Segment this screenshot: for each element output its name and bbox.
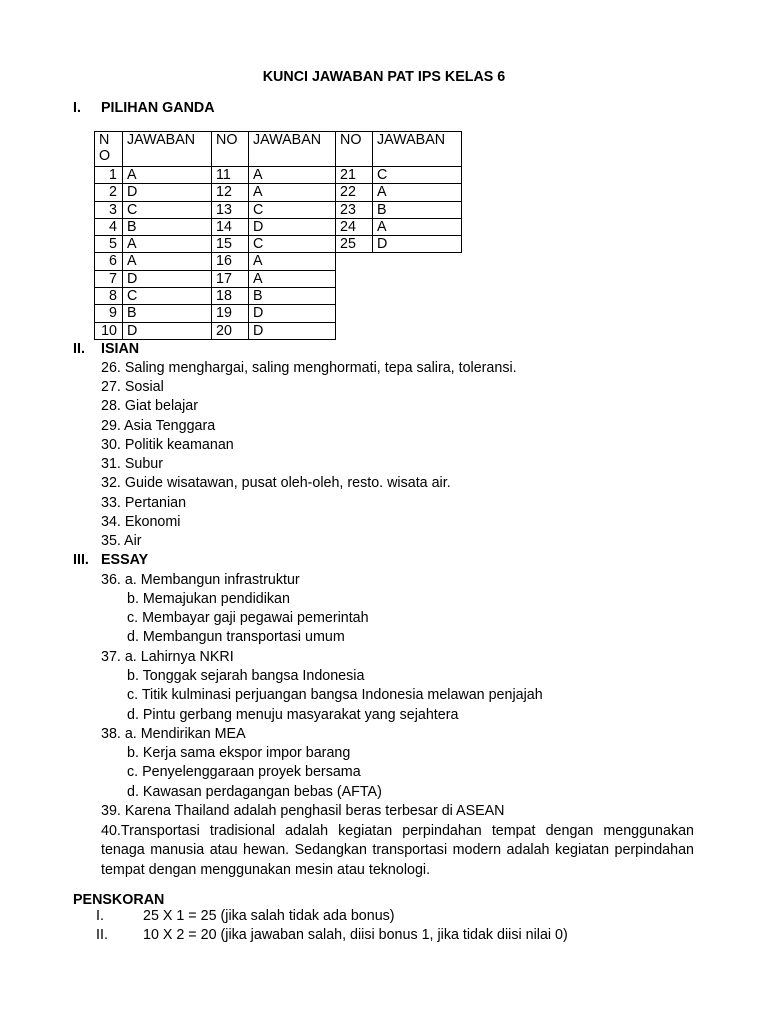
essay-36b: b. Memajukan pendidikan: [127, 591, 290, 607]
header-no-2: NO: [212, 132, 249, 167]
cell-answer: A: [249, 270, 336, 287]
cell-no: 6: [95, 253, 123, 270]
answer-table: [94, 131, 462, 340]
cell-answer: A: [249, 253, 336, 270]
list-item: 30. Politik keamanan: [101, 437, 234, 453]
header-jawaban-3: JAWABAN: [373, 132, 462, 167]
scoring-title: PENSKORAN: [73, 892, 165, 908]
cell-answer: D: [123, 184, 212, 201]
table-row: [95, 253, 462, 270]
section-2-number: II.: [73, 341, 85, 357]
essay-37d: d. Pintu gerbang menuju masyarakat yang sejahtera: [127, 707, 459, 723]
cell-no: 9: [95, 305, 123, 322]
list-item: 27. Sosial: [101, 379, 164, 395]
cell-no: 7: [95, 270, 123, 287]
cell-answer: B: [123, 218, 212, 235]
essay-39: 39. Karena Thailand adalah penghasil beras terbesar di ASEAN: [101, 803, 505, 819]
essay-37b: b. Tonggak sejarah bangsa Indonesia: [127, 668, 365, 684]
essay-37a: 37. a. Lahirnya NKRI: [101, 649, 234, 665]
cell-answer: C: [123, 288, 212, 305]
section-3-number: III.: [73, 552, 89, 568]
cell-answer: C: [373, 167, 462, 184]
section-2-title: ISIAN: [101, 341, 140, 357]
section-1-number: I.: [73, 100, 81, 116]
cell-answer: D: [249, 218, 336, 235]
table-row: [95, 236, 462, 253]
header-jawaban-2: JAWABAN: [249, 132, 336, 167]
header-jawaban-1: JAWABAN: [123, 132, 212, 167]
cell-answer: C: [249, 201, 336, 218]
table-row: [95, 167, 462, 184]
cell-answer: D: [123, 270, 212, 287]
list-item: 28. Giat belajar: [101, 398, 198, 414]
cell-answer: A: [249, 167, 336, 184]
cell-answer: C: [123, 201, 212, 218]
cell-answer: B: [123, 305, 212, 322]
cell-answer: A: [249, 184, 336, 201]
essay-38a: 38. a. Mendirikan MEA: [101, 726, 246, 742]
list-item: 35. Air: [101, 533, 142, 549]
table-row: [95, 270, 462, 287]
cell-no: 10: [95, 322, 123, 339]
scoring-item-text: 25 X 1 = 25 (jika salah tidak ada bonus): [143, 908, 395, 924]
cell-no: 23: [336, 201, 373, 218]
cell-no: 15: [212, 236, 249, 253]
essay-40: 40.Transportasi tradisional adalah kegiatan perpindahan tempat dengan menggunakan tenaga manusia atau hewan. Sedangkan transportasi modern adalah kegiatan perpindahan tempat dengan menggunakan mesin atau teknologi.: [101, 823, 694, 878]
essay-37c: c. Titik kulminasi perjuangan bangsa Indonesia melawan penjajah: [127, 687, 543, 703]
cell-answer: A: [123, 236, 212, 253]
scoring-item-number: II.: [96, 927, 108, 943]
cell-answer: B: [373, 201, 462, 218]
cell-answer: D: [123, 322, 212, 339]
essay-36c: c. Membayar gaji pegawai pemerintah: [127, 610, 369, 626]
cell-answer: C: [249, 236, 336, 253]
cell-no: 4: [95, 218, 123, 235]
cell-no: 21: [336, 167, 373, 184]
cell-no: 3: [95, 201, 123, 218]
cell-no: 25: [336, 236, 373, 253]
cell-no: 18: [212, 288, 249, 305]
cell-no: 12: [212, 184, 249, 201]
document-title: KUNCI JAWABAN PAT IPS KELAS 6: [262, 69, 506, 85]
cell-answer: B: [249, 288, 336, 305]
essay-36a: 36. a. Membangun infrastruktur: [101, 572, 300, 588]
cell-answer: D: [373, 236, 462, 253]
cell-no: 24: [336, 218, 373, 235]
table-row: [95, 201, 462, 218]
scoring-item-text: 10 X 2 = 20 (jika jawaban salah, diisi bonus 1, jika tidak diisi nilai 0): [143, 927, 568, 943]
header-no-3: NO: [336, 132, 373, 167]
list-item: 33. Pertanian: [101, 495, 187, 511]
essay-38d: d. Kawasan perdagangan bebas (AFTA): [127, 784, 382, 800]
section-1-title: PILIHAN GANDA: [101, 100, 215, 116]
essay-38b: b. Kerja sama ekspor impor barang: [127, 745, 351, 761]
cell-no: 5: [95, 236, 123, 253]
cell-no: 20: [212, 322, 249, 339]
cell-answer: A: [373, 184, 462, 201]
cell-no: 16: [212, 253, 249, 270]
table-row: [95, 184, 462, 201]
cell-answer: A: [123, 253, 212, 270]
cell-no: 17: [212, 270, 249, 287]
cell-answer: D: [249, 322, 336, 339]
table-row: [95, 305, 462, 322]
list-item: 32. Guide wisatawan, pusat oleh-oleh, resto. wisata air.: [101, 475, 451, 491]
cell-no: 11: [212, 167, 249, 184]
cell-no: 8: [95, 288, 123, 305]
cell-answer: A: [373, 218, 462, 235]
cell-no: 13: [212, 201, 249, 218]
list-item: 31. Subur: [101, 456, 163, 472]
table-row: [95, 288, 462, 305]
list-item: 26. Saling menghargai, saling menghormati, tepa salira, toleransi.: [101, 360, 517, 376]
cell-no: 1: [95, 167, 123, 184]
cell-no: 14: [212, 218, 249, 235]
cell-answer: D: [249, 305, 336, 322]
list-item: 29. Asia Tenggara: [101, 418, 216, 434]
essay-36d: d. Membangun transportasi umum: [127, 629, 345, 645]
essay-38c: c. Penyelenggaraan proyek bersama: [127, 764, 361, 780]
cell-no: 22: [336, 184, 373, 201]
header-no-1: N O: [95, 132, 123, 167]
cell-no: 19: [212, 305, 249, 322]
section-3-title: ESSAY: [101, 552, 149, 568]
cell-no: 2: [95, 184, 123, 201]
cell-answer: A: [123, 167, 212, 184]
table-header-row: [95, 132, 462, 167]
table-row: [95, 218, 462, 235]
list-item: 34. Ekonomi: [101, 514, 181, 530]
table-row: [95, 322, 462, 339]
scoring-item-number: I.: [96, 908, 104, 924]
